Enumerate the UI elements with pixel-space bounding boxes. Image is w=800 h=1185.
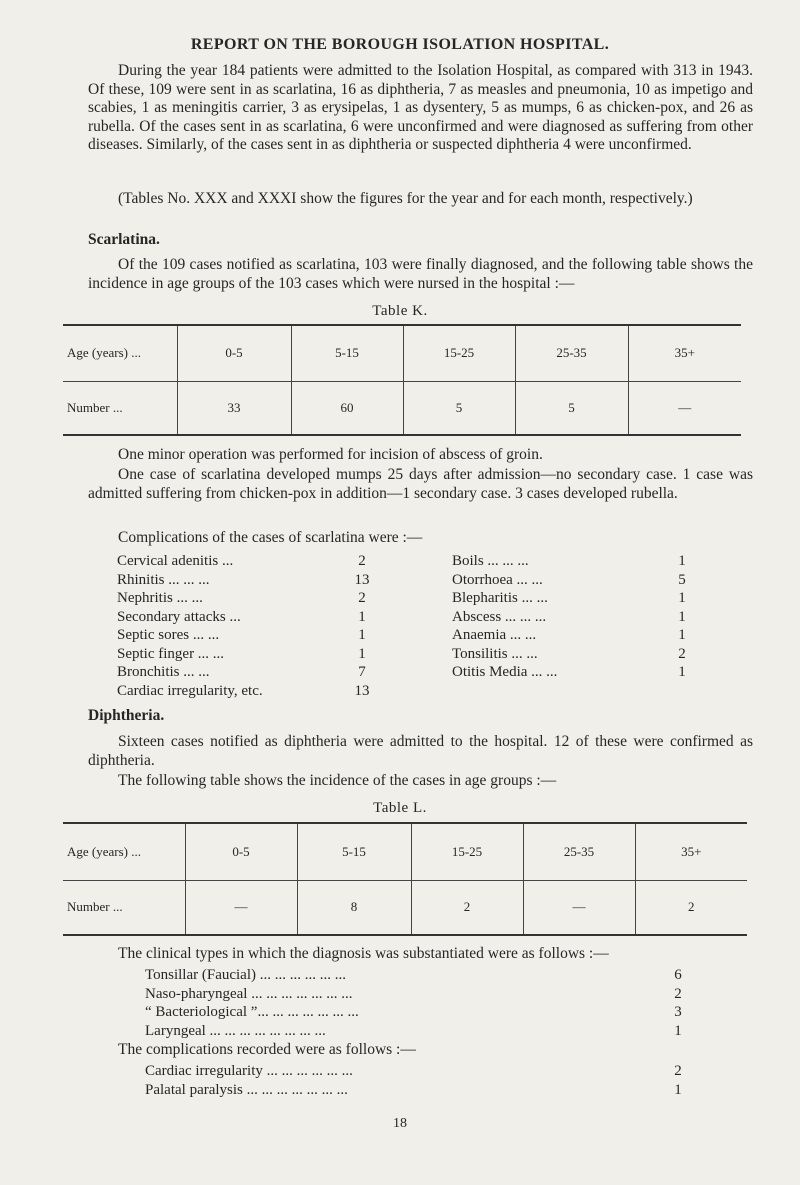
table-k-number-cell: 5 <box>515 381 628 435</box>
list-item <box>117 552 377 571</box>
intro-paragraph: During the year 184 patients were admitted to the Isolation Hospital, as compared with 313 in 1943. Of these, 109 were sent in as scarlatina, 16 as diphtheria, 7 as measles and pneumonia, 10 as impetigo and scabies, 1 as meningitis carrier, 3 as erysipelas, 1 as dysentery, 5 as mumps, 6 as chicken-pox, and 26 as rubella. Of the cases sent in as scarlatina, 6 were unconfirmed and were diagnosed as suffering from other diseases. Similarly, of the cases sent in as diphtheria or suspected diphtheria 4 were unconfirmed. <box>88 62 753 153</box>
list-item-label: Secondary attacks ... <box>117 608 241 625</box>
table-l-age-cell: 0-5 <box>185 823 297 880</box>
table-k-number-label: Number ... <box>67 399 123 415</box>
list-item <box>452 552 697 571</box>
diphtheria-heading: Diphtheria. <box>88 707 165 724</box>
table-l-number-cell: — <box>185 880 297 935</box>
list-item-value: 1 <box>358 645 366 662</box>
table-k-age-label: Age (years) ... <box>63 325 177 381</box>
table-l-age-cell: 25-35 <box>523 823 635 880</box>
list-item-label: Abscess ... ... ... <box>452 608 547 625</box>
table-l-age-label: Age (years) ... <box>63 823 185 880</box>
list-item-value: 1 <box>678 664 686 680</box>
list-item-value: 1 <box>674 1022 682 1039</box>
scarlatina-complications-intro: Complications of the cases of scarlatina were :— <box>118 529 423 546</box>
table-l-number-cell: 2 <box>411 880 523 935</box>
scarlatina-complications-left <box>117 552 377 700</box>
list-item-value: 1 <box>674 1081 682 1098</box>
diphtheria-intro: Sixteen cases notified as diphtheria were admitted to the hospital. 12 of these were confirmed as diphtheria. <box>88 733 753 769</box>
diphtheria-complications-intro: The complications recorded were as follows :— <box>118 1041 416 1058</box>
table-k <box>63 324 741 436</box>
list-item <box>117 571 377 590</box>
list-item <box>452 571 697 590</box>
list-item <box>452 608 697 627</box>
diphtheria-table-intro: The following table shows the incidence of the cases in age groups :— <box>118 772 557 789</box>
table-k-age-cell: 15-25 <box>403 325 515 381</box>
list-item <box>145 1081 690 1100</box>
list-item-value: 2 <box>358 590 366 606</box>
scarlatina-complications-right <box>452 552 697 682</box>
list-item-value: 2 <box>674 1063 682 1079</box>
list-item-label: Septic finger ... ... <box>117 645 225 662</box>
list-item-label: Cardiac irregularity ... ... ... ... ... ... <box>145 1063 353 1079</box>
scarlatina-intro: Of the 109 cases notified as scarlatina, 103 were finally diagnosed, and the following table shows the incidence in age groups of the 103 cases which were nursed in the hospital :— <box>88 256 753 292</box>
table-l-number-label: Number ... <box>67 899 123 915</box>
list-item-value: 13 <box>354 682 370 699</box>
table-l-number-cell: 8 <box>297 880 411 935</box>
page-title: REPORT ON THE BOROUGH ISOLATION HOSPITAL. <box>190 36 610 53</box>
diphtheria-clinical-types <box>145 966 690 1040</box>
table-k-number-cell: 60 <box>291 381 403 435</box>
table-l-age-cell: 15-25 <box>411 823 523 880</box>
list-item-label: Nephritis ... ... <box>117 590 203 606</box>
list-item-label: Rhinitis ... ... ... <box>117 571 210 588</box>
scarlatina-heading: Scarlatina. <box>88 231 160 248</box>
diphtheria-complications <box>145 1062 690 1099</box>
list-item <box>117 608 377 627</box>
list-item-label: Septic sores ... ... <box>117 627 220 643</box>
table-k-number-cell: 33 <box>177 381 291 435</box>
table-k-age-cell: 0-5 <box>177 325 291 381</box>
table-k-caption: Table K. <box>372 303 428 319</box>
list-item-value: 6 <box>674 967 682 983</box>
list-item <box>145 966 690 985</box>
list-item-label: “ Bacteriological ”... ... ... ... ... ... ... <box>145 1004 359 1020</box>
list-item-label: Tonsilitis ... ... <box>452 645 538 662</box>
diphtheria-types-intro: The clinical types in which the diagnosis was substantiated were as follows :— <box>118 945 609 962</box>
table-k-number-cell: 5 <box>403 381 515 435</box>
table-l-caption: Table L. <box>373 800 427 816</box>
list-item-label: Tonsillar (Faucial) ... ... ... ... ... ... <box>145 967 346 983</box>
list-item-value: 1 <box>678 553 686 569</box>
list-item-label: Otitis Media ... ... <box>452 664 558 680</box>
list-item <box>452 663 697 682</box>
list-item-value: 3 <box>674 1004 682 1020</box>
table-l-number-cell: — <box>523 880 635 935</box>
table-k-age-cell: 25-35 <box>515 325 628 381</box>
list-item-value: 1 <box>678 590 686 606</box>
table-k-age-cell: 35+ <box>628 325 741 381</box>
list-item-value: 1 <box>678 608 686 625</box>
list-item <box>117 626 377 645</box>
list-item <box>145 985 690 1004</box>
list-item-label: Cervical adenitis ... <box>117 553 234 569</box>
table-l <box>63 822 747 936</box>
list-item <box>145 1003 690 1022</box>
list-item <box>117 645 377 664</box>
scarlatina-operation-note: One minor operation was performed for incision of abscess of groin. <box>118 446 543 463</box>
list-item <box>452 645 697 664</box>
list-item-value: 5 <box>678 571 686 588</box>
list-item-value: 7 <box>358 664 366 680</box>
list-item-label: Laryngeal ... ... ... ... ... ... ... ... <box>145 1022 326 1039</box>
intro-tables-note: (Tables No. XXX and XXXI show the figures for the year and for each month, respectively.) <box>118 190 693 207</box>
list-item-value: 1 <box>678 627 686 643</box>
list-item-value: 13 <box>354 571 370 588</box>
list-item-label: Otorrhoea ... ... <box>452 571 543 588</box>
list-item <box>117 663 377 682</box>
list-item-value: 1 <box>358 608 366 625</box>
list-item <box>452 589 697 608</box>
list-item <box>452 626 697 645</box>
list-item-label: Bronchitis ... ... <box>117 664 210 680</box>
list-item <box>117 589 377 608</box>
table-l-age-cell: 5-15 <box>297 823 411 880</box>
list-item-value: 2 <box>678 645 686 662</box>
list-item <box>145 1062 690 1081</box>
list-item <box>117 682 377 701</box>
table-k-age-cell: 5-15 <box>291 325 403 381</box>
list-item-value: 2 <box>674 985 682 1002</box>
table-l-age-cell: 35+ <box>635 823 747 880</box>
table-k-number-cell: — <box>628 381 741 435</box>
list-item-label: Palatal paralysis ... ... ... ... ... ... ... <box>145 1081 348 1098</box>
list-item <box>145 1022 690 1041</box>
list-item-label: Cardiac irregularity, etc. <box>117 682 263 699</box>
list-item-label: Naso-pharyngeal ... ... ... ... ... ... ... <box>145 985 353 1002</box>
list-item-label: Boils ... ... ... <box>452 553 529 569</box>
list-item-label: Anaemia ... ... <box>452 627 537 643</box>
list-item-value: 1 <box>358 627 366 643</box>
table-l-number-cell: 2 <box>635 880 747 935</box>
page-number: 18 <box>393 1116 407 1131</box>
list-item-label: Blepharitis ... ... <box>452 590 548 606</box>
scarlatina-secondary-note: One case of scarlatina developed mumps 25 days after admission—no secondary case. 1 case was admitted suffering from chicken-pox in addition—1 secondary case. 3 cases developed rubella. <box>88 466 753 502</box>
list-item-value: 2 <box>358 553 366 569</box>
